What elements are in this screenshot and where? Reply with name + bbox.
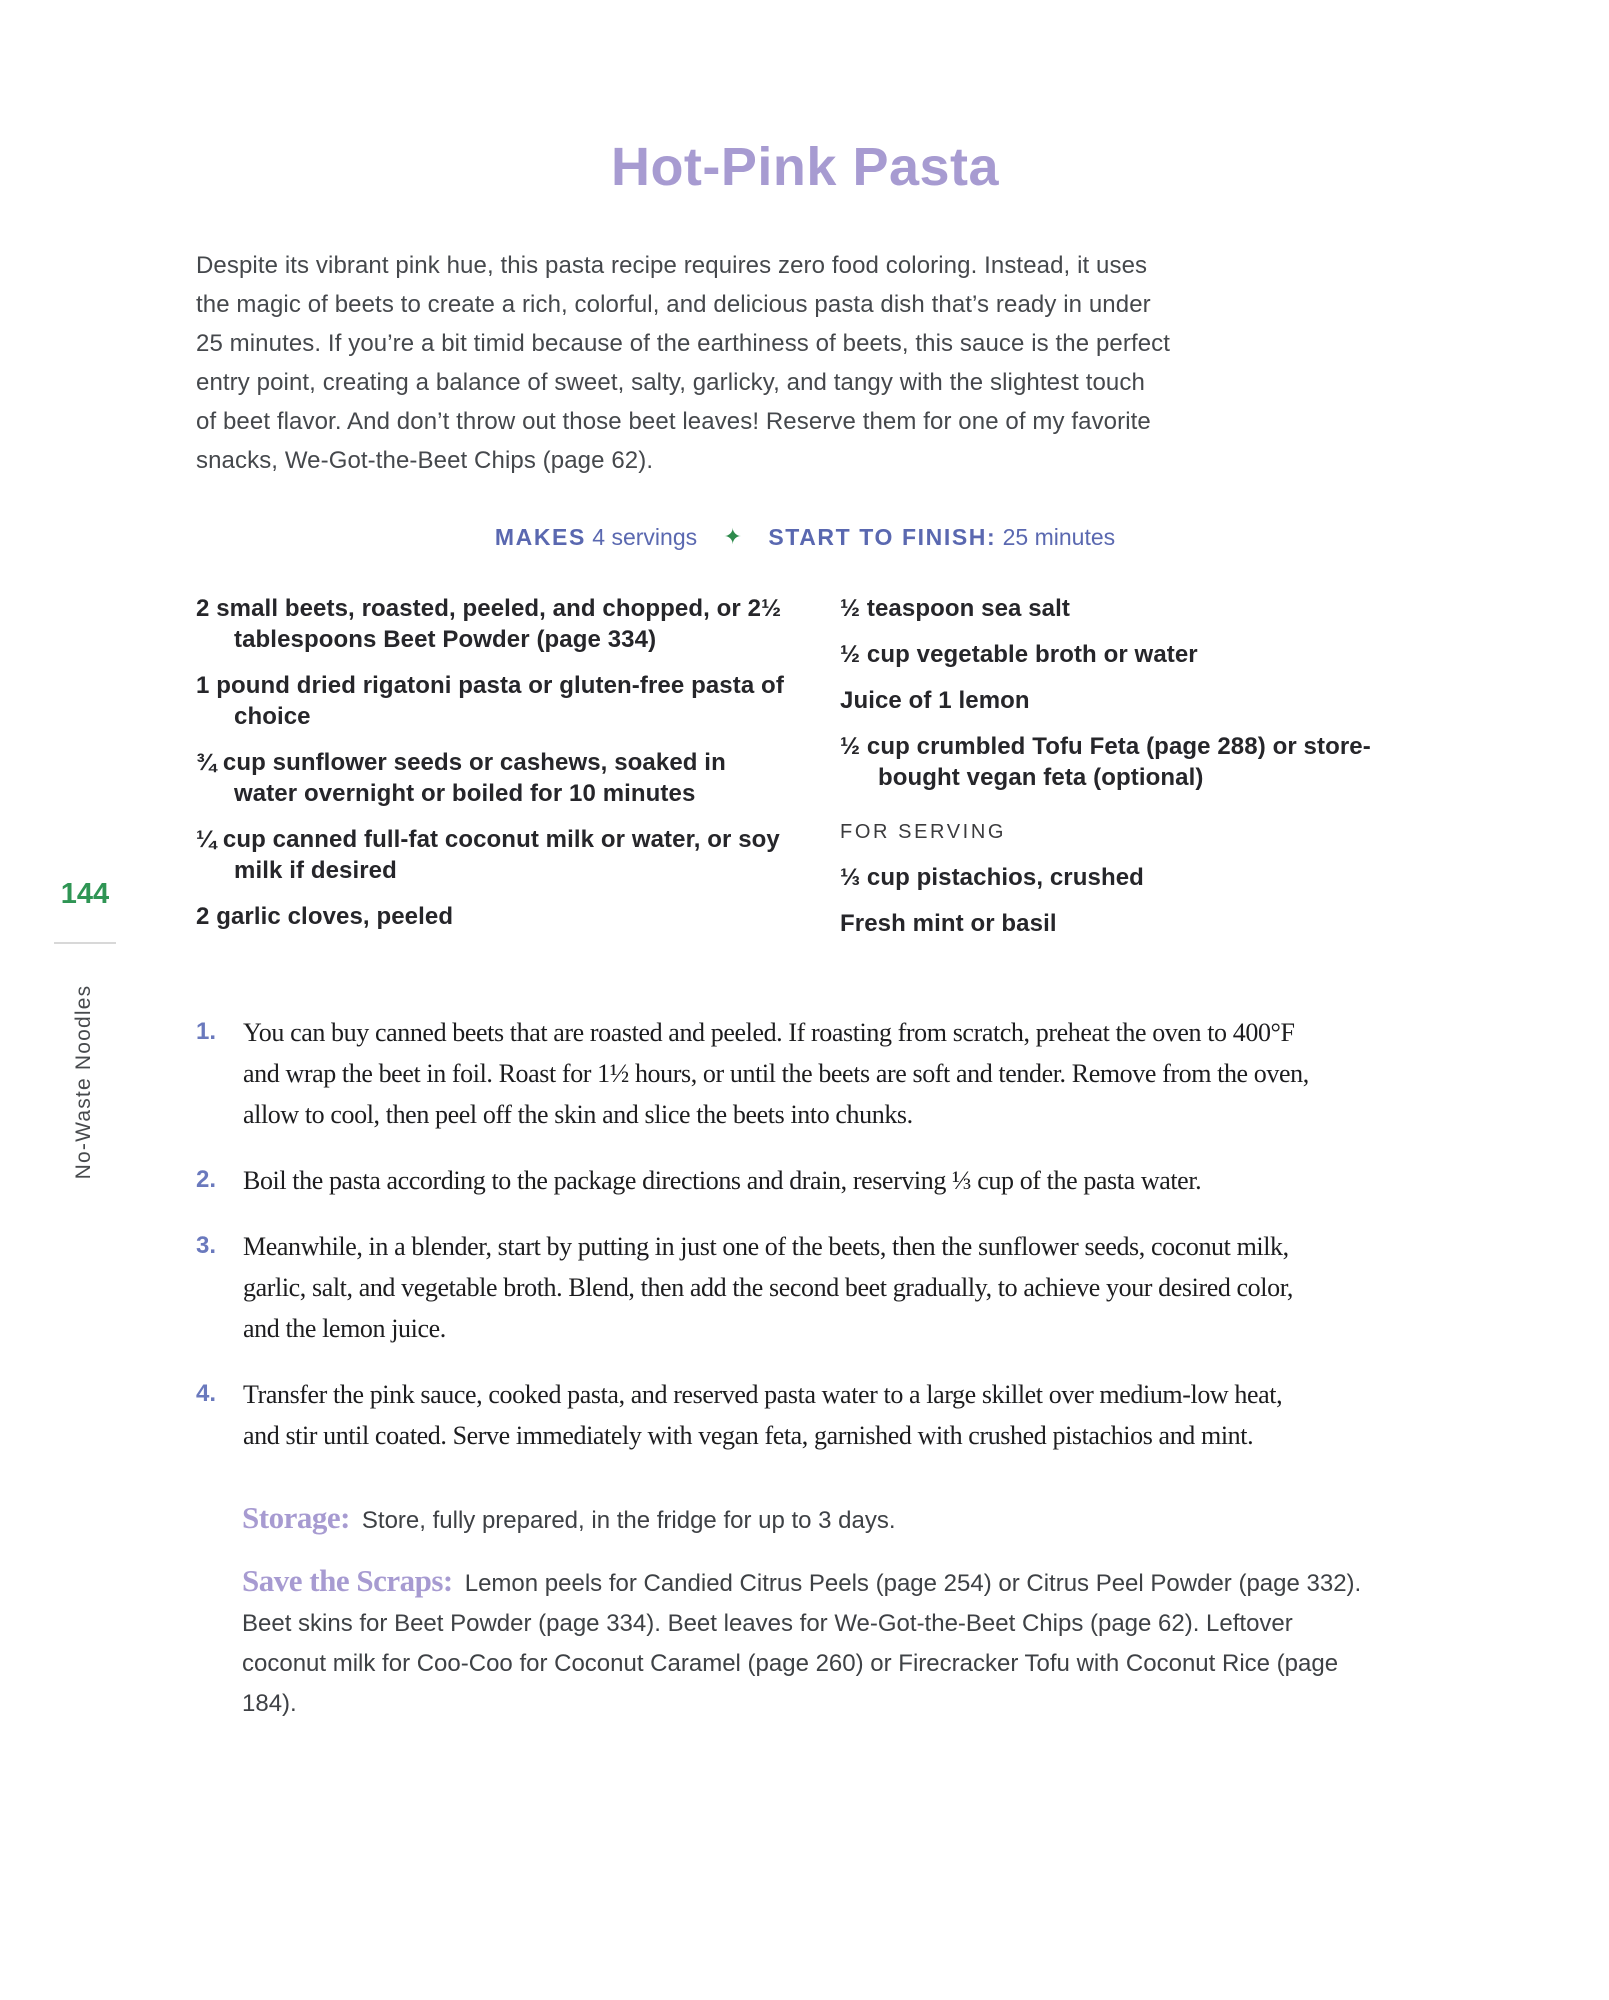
ingredient-item: ⅓ cup pistachios, crushed <box>840 864 1144 891</box>
ingredient-item: ½ teaspoon sea salt <box>840 595 1070 622</box>
ingredients-column-left <box>196 593 790 954</box>
step-4 <box>196 1374 1414 1456</box>
step-number: 2. <box>196 1166 217 1193</box>
recipe-intro: Despite its vibrant pink hue, this pasta recipe requires zero food coloring. Instead, it uses the magic of beets to create a rich, colorful, and delicious pasta dish that’s ready in under 25 minutes. If you’re a bit timid because of the earthiness of beets, this sauce is the perfect entry point, creating a balance of sweet, salty, garlicky, and tangy with the slightest touch of beet flavor. And don’t throw out those beet leaves! Reserve them for one of my favorite snacks, We-Got-the-Beet Chips (page 62). <box>196 252 1171 474</box>
recipe-meta-line <box>196 524 1414 551</box>
ingredient-item: ½ cup vegetable broth or water <box>840 641 1198 668</box>
step-2 <box>196 1160 1414 1201</box>
step-text: Meanwhile, in a blender, start by putting in just one of the beets, then the sunflower seeds, coconut milk, garlic, salt, and vegetable broth. Blend, then add the second beet gradually, to achieve your desired color, and the lemon juice. <box>243 1232 1294 1343</box>
step-text: Boil the pasta according to the package directions and drain, reserving ⅓ cup of the pasta water. <box>243 1166 1202 1195</box>
storage-text: Store, fully prepared, in the fridge for up to 3 days. <box>361 1507 896 1534</box>
recipe-title: Hot-Pink Pasta <box>610 137 1000 197</box>
storage-note <box>242 1498 1367 1541</box>
step-3 <box>196 1226 1414 1349</box>
page-number: 144 <box>60 878 110 910</box>
ingredient-item: 1 pound dried rigatoni pasta or gluten-free pasta of choice <box>196 672 784 730</box>
sidebar-divider <box>54 942 116 944</box>
ingredients-section <box>196 593 1414 954</box>
ingredient-item: ¼ cup canned full-fat coconut milk or water, or soy milk if desired <box>196 826 780 884</box>
step-1 <box>196 1012 1414 1135</box>
diamond-icon: ✦ <box>723 524 742 549</box>
step-text: Transfer the pink sauce, cooked pasta, and reserved pasta water to a large skillet over medium-low heat, and stir until coated. Serve immediately with vegan feta, garnished with crushed pistachios and mint. <box>243 1380 1283 1450</box>
ingredients-column-right <box>840 593 1414 954</box>
ingredient-item: Juice of 1 lemon <box>840 687 1030 714</box>
time-value: 25 minutes <box>1002 524 1116 550</box>
ingredient-item: 2 garlic cloves, peeled <box>196 903 454 930</box>
ingredient-item: ½ cup crumbled Tofu Feta (page 288) or store-bought vegan feta (optional) <box>840 733 1371 791</box>
step-number: 3. <box>196 1232 217 1259</box>
recipe-content <box>196 0 1414 1744</box>
makes-label: MAKES <box>494 524 586 550</box>
ingredient-item: Fresh mint or basil <box>840 910 1057 937</box>
ingredient-item: ¾ cup sunflower seeds or cashews, soaked in water overnight or boiled for 10 minutes <box>196 749 726 807</box>
save-the-scraps-note <box>242 1561 1367 1724</box>
step-number: 4. <box>196 1380 217 1407</box>
storage-label: Storage: <box>242 1500 350 1535</box>
instruction-steps <box>196 1012 1414 1456</box>
time-label: START TO FINISH: <box>768 524 997 550</box>
makes-value: 4 servings <box>592 524 698 550</box>
step-text: You can buy canned beets that are roasted and peeled. If roasting from scratch, preheat the oven to 400°F and wrap the beet in foil. Roast for 1½ hours, or until the beets are soft and tender. Remove from the oven, allow to cool, then peel off the skin and slice the beets into chunks. <box>243 1018 1309 1129</box>
page-margin-sidebar <box>0 0 170 2000</box>
save-the-scraps-label: Save the Scraps: <box>242 1563 453 1598</box>
save-the-scraps-text: Lemon peels for Candied Citrus Peels (page 254) or Citrus Peel Powder (page 332). Beet skins for Beet Powder (page 334). Beet leaves for We-Got-the-Beet Chips (page 62). Leftover coconut milk for Coo-Coo for Coconut Caramel (page 260) or Firecracker Tofu with Coconut Rice (page 184). <box>242 1570 1362 1717</box>
for-serving-heading: FOR SERVING <box>840 821 1007 843</box>
notes-section <box>242 1498 1367 1724</box>
ingredient-item: 2 small beets, roasted, peeled, and chopped, or 2½ tablespoons Beet Powder (page 334) <box>196 595 782 653</box>
step-number: 1. <box>196 1018 217 1045</box>
chapter-label: No-Waste Noodles <box>72 984 95 1180</box>
